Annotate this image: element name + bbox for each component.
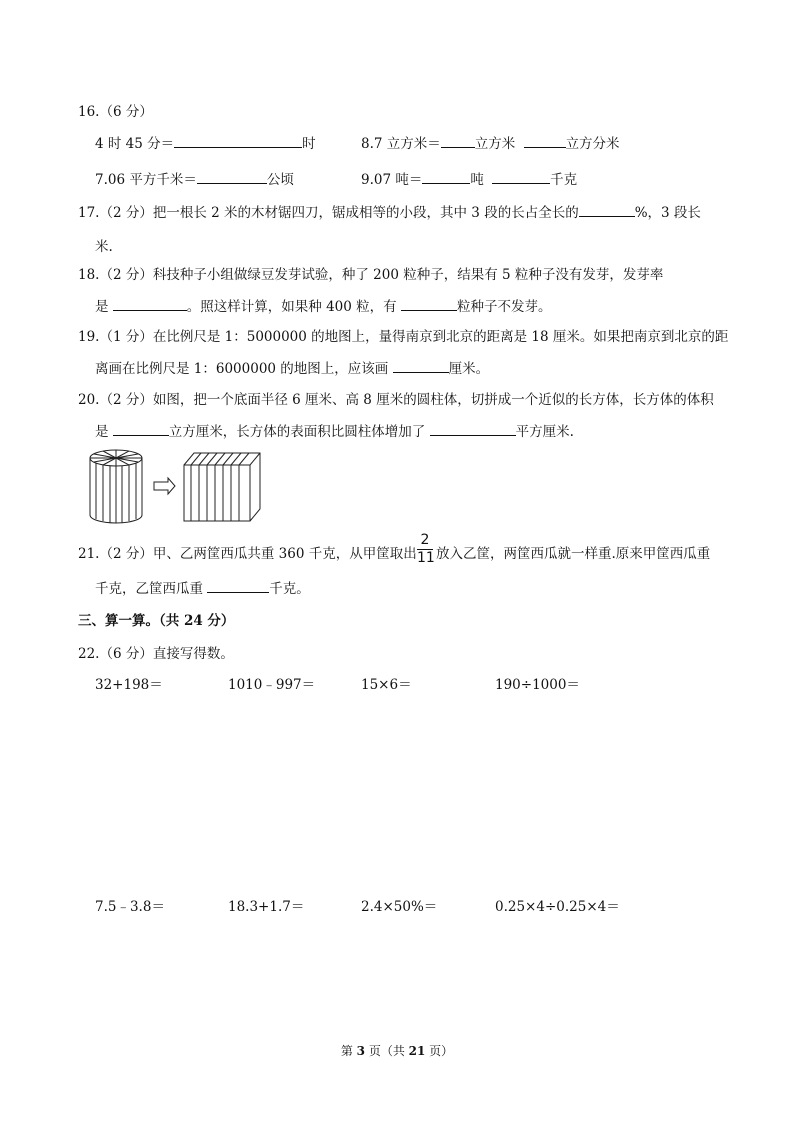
q16-item-4-suffix: 千克	[550, 172, 578, 188]
q21-line-1-right: 放入乙筐，两筐西瓜就一样重.原来甲筐西瓜重	[436, 546, 711, 562]
q20-text-3: 平方厘米.	[515, 424, 574, 440]
calc-item: 32+198＝	[95, 677, 163, 693]
calc-item: 1010﹣997＝	[228, 677, 316, 693]
q16-item-2-prefix: 8.7 立方米＝	[361, 136, 441, 152]
q17-blank-1[interactable]	[579, 204, 635, 217]
q20-text-1: 是	[95, 424, 113, 440]
q18-text-3: 粒种子不发芽。	[456, 299, 552, 315]
q16-header: 16.（6 分）	[78, 104, 153, 120]
q16-item-2-mid: 立方米	[474, 136, 516, 152]
calc-item: 18.3+1.7＝	[228, 899, 305, 915]
q16-blank-1[interactable]	[174, 135, 302, 148]
q18-text-1: 是	[95, 299, 113, 315]
section-title: 三、算一算。（共 24 分）	[78, 613, 235, 629]
q21-blank-1[interactable]	[207, 580, 269, 593]
q18-blank-2[interactable]	[401, 298, 457, 311]
page-total: 21	[408, 1044, 426, 1058]
q20-text-2: 立方厘米，长方体的表面积比圆柱体增加了	[168, 424, 430, 440]
q18-line-2	[95, 298, 551, 316]
fraction-denominator: 11	[417, 550, 435, 566]
calc-item: 190÷1000＝	[495, 677, 580, 693]
q16-item-3	[95, 171, 294, 189]
q19-text-1: 离画在比例尺是 1：6000000 的地图上，应该画	[95, 361, 393, 377]
q16-blank-6[interactable]	[492, 171, 550, 184]
footer-text: 第	[340, 1044, 357, 1058]
q16-blank-4[interactable]	[197, 171, 267, 184]
q20-line-2	[95, 423, 574, 441]
q19-line-1: 19.（1 分）在比例尺是 1：5000000 的地图上，量得南京到北京的距离是 18 厘米。如果把南京到北京的距	[78, 329, 729, 345]
calc-item: 7.5﹣3.8＝	[95, 899, 165, 915]
q20-blank-2[interactable]	[430, 423, 516, 436]
q17-text-2: %，3 段长	[634, 205, 701, 221]
q21-line-2	[95, 580, 310, 598]
q17-text-1: 17.（2 分）把一根长 2 米的木材锯四刀，锯成相等的小段，其中 3 段的长占全长的	[78, 205, 579, 221]
footer-text: 页（共	[365, 1044, 409, 1058]
q21-line-1-left: 21.（2 分）甲、乙两筐西瓜共重 360 千克，从甲筐取出	[78, 546, 417, 562]
q20-blank-1[interactable]	[113, 423, 169, 436]
q21-text-2: 千克。	[269, 581, 310, 597]
q17-line-2: 米.	[95, 239, 113, 255]
q22-header: 22.（6 分）直接写得数。	[78, 646, 234, 662]
q16-item-2	[361, 135, 620, 153]
q16-blank-5[interactable]	[422, 171, 470, 184]
page-number: 3	[356, 1044, 365, 1058]
q16-item-1-suffix: 时	[302, 136, 316, 152]
q16-item-3-prefix: 7.06 平方千米＝	[95, 172, 197, 188]
footer-text: 页）	[425, 1044, 454, 1058]
cuboid-icon	[184, 453, 260, 521]
q16-item-1-prefix: 4 时 45 分＝	[95, 136, 175, 152]
q18-blank-1[interactable]	[113, 298, 187, 311]
q20-line-1: 20.（2 分）如图，把一个底面半径 6 厘米、高 8 厘米的圆柱体，切拼成一个近似的长方体，长方体的体积	[78, 392, 714, 408]
calc-item: 15×6＝	[361, 677, 412, 693]
calc-item: 0.25×4÷0.25×4＝	[495, 899, 620, 915]
q16-item-1	[95, 135, 316, 153]
q16-item-4-mid: 吨	[470, 172, 484, 188]
q19-text-2: 厘米。	[448, 361, 490, 377]
q17-line-1	[78, 204, 701, 222]
q16-item-2-suffix: 立方分米	[565, 136, 620, 152]
q19-blank-1[interactable]	[393, 360, 449, 373]
q18-text-2: 。照这样计算，如果种 400 粒，有	[186, 299, 401, 315]
q18-line-1: 18.（2 分）科技种子小组做绿豆发芽试验，种了 200 粒种子，结果有 5 粒种子没有发芽，发芽率	[78, 267, 664, 283]
q16-item-4	[361, 171, 577, 189]
calc-item: 2.4×50%＝	[361, 899, 438, 915]
page-footer	[0, 1042, 794, 1059]
q16-blank-2[interactable]	[441, 135, 475, 148]
q16-item-4-prefix: 9.07 吨＝	[361, 172, 423, 188]
q21-text-1: 千克，乙筐西瓜重	[95, 581, 208, 597]
cylinder-to-cuboid-figure	[88, 449, 264, 525]
fraction-numerator: 2	[420, 532, 430, 548]
cylinder-icon	[90, 450, 142, 523]
q16-item-3-suffix: 公顷	[266, 172, 294, 188]
right-arrow-icon	[154, 478, 175, 494]
fraction-2-11	[417, 533, 433, 566]
q16-blank-3[interactable]	[524, 135, 566, 148]
q19-line-2	[95, 360, 489, 378]
